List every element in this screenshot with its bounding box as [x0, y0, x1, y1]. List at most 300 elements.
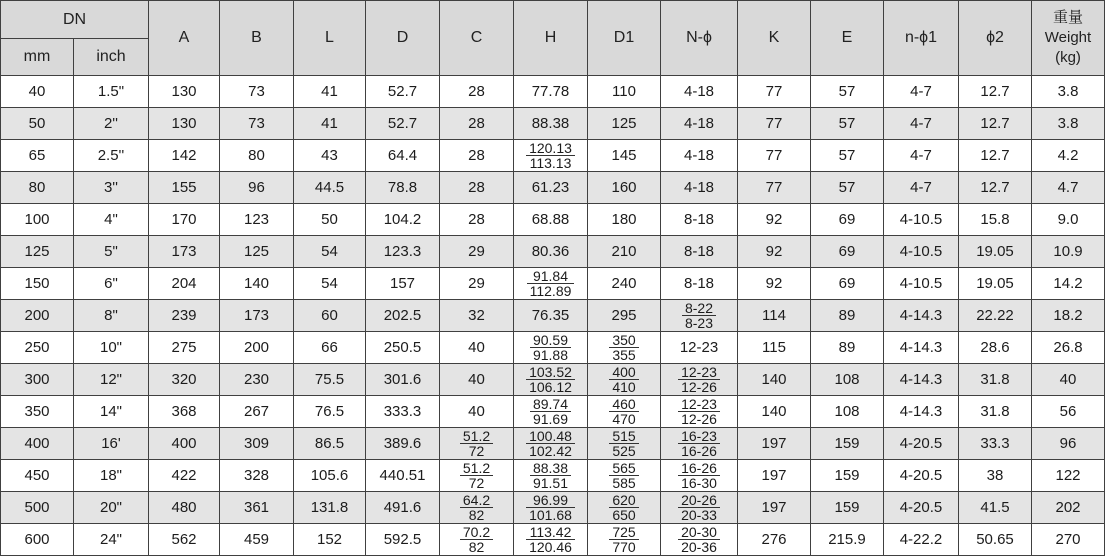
cell-d1 — [588, 524, 660, 555]
cell-d: 52.7 — [366, 76, 439, 107]
cell-l: 60 — [294, 300, 365, 331]
cell-l: 44.5 — [294, 172, 365, 203]
cell-e: 57 — [811, 140, 883, 171]
cell-a: 130 — [149, 76, 219, 107]
cell-b: 230 — [220, 364, 293, 395]
stacked-value-lower: 82 — [468, 507, 485, 523]
cell-h — [514, 332, 587, 363]
cell-c: 40 — [440, 332, 513, 363]
header-weight-chinese: 重量 — [1052, 9, 1083, 26]
cell-d: 64.4 — [366, 140, 439, 171]
stacked-value-upper: 70.2 — [460, 525, 493, 540]
cell-mm: 150 — [1, 268, 73, 299]
header-a: A — [149, 1, 219, 75]
cell-a: 204 — [149, 268, 219, 299]
cell-b: 361 — [220, 492, 293, 523]
stacked-value-lower: 91.69 — [532, 411, 569, 427]
cell-e: 159 — [811, 492, 883, 523]
stacked-value — [609, 525, 638, 554]
cell-b: 73 — [220, 76, 293, 107]
cell-c — [440, 460, 513, 491]
cell-n-phi1: 4-14.3 — [884, 300, 958, 331]
stacked-value-upper: 460 — [609, 397, 638, 412]
stacked-value-lower: 106.12 — [529, 379, 572, 395]
cell-phi2: 19.05 — [959, 236, 1031, 267]
cell-weight: 26.8 — [1032, 332, 1104, 363]
stacked-value — [609, 365, 638, 394]
cell-l: 50 — [294, 204, 365, 235]
header-l: L — [294, 1, 365, 75]
cell-e: 89 — [811, 332, 883, 363]
cell-mm: 80 — [1, 172, 73, 203]
cell-a: 155 — [149, 172, 219, 203]
stacked-value — [527, 269, 575, 298]
cell-n-phi1: 4-20.5 — [884, 428, 958, 459]
stacked-value — [682, 301, 716, 330]
cell-weight: 40 — [1032, 364, 1104, 395]
stacked-value — [678, 461, 720, 490]
cell-d: 104.2 — [366, 204, 439, 235]
cell-b: 309 — [220, 428, 293, 459]
cell-n-phi1: 4-22.2 — [884, 524, 958, 555]
cell-mm: 350 — [1, 396, 73, 427]
stacked-value — [526, 141, 575, 170]
cell-h — [514, 396, 587, 427]
stacked-value-upper: 91.84 — [527, 269, 575, 284]
cell-inch: 4" — [74, 204, 148, 235]
cell-mm: 600 — [1, 524, 73, 555]
stacked-value-upper: 16-23 — [678, 429, 720, 444]
stacked-value — [526, 525, 575, 554]
header-weight — [1032, 1, 1104, 75]
cell-d: 333.3 — [366, 396, 439, 427]
cell-b: 173 — [220, 300, 293, 331]
cell-e: 89 — [811, 300, 883, 331]
stacked-value-upper: 120.13 — [526, 141, 575, 156]
cell-d: 440.51 — [366, 460, 439, 491]
cell-mm: 50 — [1, 108, 73, 139]
cell-e: 57 — [811, 108, 883, 139]
stacked-value-upper: 8-22 — [682, 301, 716, 316]
header-c: C — [440, 1, 513, 75]
cell-d: 592.5 — [366, 524, 439, 555]
stacked-value-lower: 72 — [468, 475, 485, 491]
cell-l: 43 — [294, 140, 365, 171]
cell-n-phi1: 4-7 — [884, 140, 958, 171]
stacked-value-upper: 400 — [609, 365, 638, 380]
stacked-value-upper: 515 — [609, 429, 638, 444]
cell-d1: 145 — [588, 140, 660, 171]
cell-a: 239 — [149, 300, 219, 331]
cell-phi2: 15.8 — [959, 204, 1031, 235]
cell-k: 92 — [738, 204, 810, 235]
cell-e: 159 — [811, 460, 883, 491]
cell-n-phi1: 4-10.5 — [884, 236, 958, 267]
cell-l: 105.6 — [294, 460, 365, 491]
cell-n-phi — [661, 364, 737, 395]
cell-h — [514, 524, 587, 555]
cell-n-phi — [661, 492, 737, 523]
cell-k: 77 — [738, 172, 810, 203]
cell-phi2: 12.7 — [959, 172, 1031, 203]
stacked-value-lower: 72 — [468, 443, 485, 459]
stacked-value-upper: 103.52 — [526, 365, 575, 380]
cell-d: 250.5 — [366, 332, 439, 363]
header-k: K — [738, 1, 810, 75]
stacked-value-lower: 8-23 — [684, 315, 714, 331]
cell-phi2: 33.3 — [959, 428, 1031, 459]
cell-mm: 65 — [1, 140, 73, 171]
cell-n-phi1: 4-20.5 — [884, 492, 958, 523]
cell-e: 108 — [811, 364, 883, 395]
cell-inch: 10" — [74, 332, 148, 363]
cell-k: 77 — [738, 108, 810, 139]
stacked-value-upper: 113.42 — [526, 525, 575, 540]
cell-e: 57 — [811, 76, 883, 107]
header-d1: D1 — [588, 1, 660, 75]
cell-h: 61.23 — [514, 172, 587, 203]
cell-weight: 4.7 — [1032, 172, 1104, 203]
cell-n-phi: 4-18 — [661, 108, 737, 139]
cell-n-phi — [661, 428, 737, 459]
cell-l: 41 — [294, 108, 365, 139]
cell-d: 491.6 — [366, 492, 439, 523]
stacked-value — [678, 397, 720, 426]
cell-mm: 300 — [1, 364, 73, 395]
cell-d: 389.6 — [366, 428, 439, 459]
cell-b: 73 — [220, 108, 293, 139]
cell-inch: 24" — [74, 524, 148, 555]
cell-l: 152 — [294, 524, 365, 555]
stacked-value-lower: 113.13 — [529, 155, 572, 171]
stacked-value — [526, 365, 575, 394]
header-phi2: ϕ2 — [959, 1, 1031, 75]
cell-inch: 8" — [74, 300, 148, 331]
cell-d1: 240 — [588, 268, 660, 299]
cell-a: 275 — [149, 332, 219, 363]
cell-phi2: 38 — [959, 460, 1031, 491]
cell-c: 29 — [440, 236, 513, 267]
cell-phi2: 19.05 — [959, 268, 1031, 299]
stacked-value — [530, 461, 571, 490]
cell-d1: 125 — [588, 108, 660, 139]
cell-a: 170 — [149, 204, 219, 235]
stacked-value-lower: 525 — [612, 443, 636, 459]
stacked-value-lower: 20-36 — [681, 539, 717, 555]
cell-h — [514, 492, 587, 523]
cell-n-phi: 4-18 — [661, 76, 737, 107]
cell-c: 28 — [440, 172, 513, 203]
cell-d1 — [588, 428, 660, 459]
cell-weight: 14.2 — [1032, 268, 1104, 299]
cell-e: 215.9 — [811, 524, 883, 555]
cell-phi2: 12.7 — [959, 108, 1031, 139]
stacked-value-upper: 20-26 — [678, 493, 720, 508]
cell-n-phi — [661, 524, 737, 555]
cell-mm: 40 — [1, 76, 73, 107]
stacked-value-lower: 102.42 — [529, 443, 572, 459]
cell-h — [514, 268, 587, 299]
cell-phi2: 28.6 — [959, 332, 1031, 363]
cell-d1: 160 — [588, 172, 660, 203]
cell-a: 480 — [149, 492, 219, 523]
cell-n-phi: 8-18 — [661, 268, 737, 299]
header-weight-label: Weight — [1044, 29, 1092, 46]
cell-weight: 270 — [1032, 524, 1104, 555]
cell-c: 28 — [440, 108, 513, 139]
cell-c: 29 — [440, 268, 513, 299]
cell-h — [514, 140, 587, 171]
cell-k: 115 — [738, 332, 810, 363]
stacked-value-lower: 16-30 — [681, 475, 717, 491]
cell-k: 197 — [738, 460, 810, 491]
cell-n-phi1: 4-14.3 — [884, 332, 958, 363]
cell-n-phi1: 4-7 — [884, 172, 958, 203]
stacked-value — [609, 429, 638, 458]
cell-phi2: 50.65 — [959, 524, 1031, 555]
cell-d1: 180 — [588, 204, 660, 235]
header-d: D — [366, 1, 439, 75]
cell-b: 125 — [220, 236, 293, 267]
stacked-value-upper: 64.2 — [460, 493, 493, 508]
cell-e: 159 — [811, 428, 883, 459]
header-e: E — [811, 1, 883, 75]
cell-d1 — [588, 364, 660, 395]
cell-b: 267 — [220, 396, 293, 427]
cell-phi2: 22.22 — [959, 300, 1031, 331]
cell-b: 140 — [220, 268, 293, 299]
cell-n-phi1: 4-7 — [884, 76, 958, 107]
cell-inch: 2.5'' — [74, 140, 148, 171]
cell-h: 77.78 — [514, 76, 587, 107]
cell-h — [514, 364, 587, 395]
stacked-value-lower: 20-33 — [681, 507, 717, 523]
stacked-value — [460, 493, 493, 522]
cell-c — [440, 492, 513, 523]
cell-n-phi — [661, 460, 737, 491]
cell-phi2: 12.7 — [959, 76, 1031, 107]
stacked-value — [460, 461, 493, 490]
cell-d: 78.8 — [366, 172, 439, 203]
cell-mm: 400 — [1, 428, 73, 459]
cell-e: 108 — [811, 396, 883, 427]
stacked-value-upper: 725 — [609, 525, 638, 540]
stacked-value-upper: 12-23 — [678, 365, 720, 380]
cell-k: 140 — [738, 364, 810, 395]
stacked-value-upper: 96.99 — [526, 493, 575, 508]
cell-phi2: 41.5 — [959, 492, 1031, 523]
cell-inch: 1.5" — [74, 76, 148, 107]
cell-k: 77 — [738, 76, 810, 107]
cell-mm: 125 — [1, 236, 73, 267]
cell-weight: 4.2 — [1032, 140, 1104, 171]
stacked-value-upper: 89.74 — [530, 397, 571, 412]
stacked-value-lower: 650 — [612, 507, 636, 523]
cell-weight: 10.9 — [1032, 236, 1104, 267]
cell-c — [440, 524, 513, 555]
cell-k: 197 — [738, 428, 810, 459]
cell-n-phi1: 4-10.5 — [884, 268, 958, 299]
stacked-value-lower: 101.68 — [529, 507, 572, 523]
stacked-value — [460, 525, 493, 554]
cell-a: 130 — [149, 108, 219, 139]
cell-h: 80.36 — [514, 236, 587, 267]
stacked-value-lower: 470 — [612, 411, 636, 427]
cell-b: 96 — [220, 172, 293, 203]
cell-n-phi: 8-18 — [661, 236, 737, 267]
cell-l: 41 — [294, 76, 365, 107]
cell-inch: 2'' — [74, 108, 148, 139]
header-inch: inch — [74, 39, 148, 75]
cell-inch: 18" — [74, 460, 148, 491]
stacked-value-lower: 16-26 — [681, 443, 717, 459]
header-dn: DN — [1, 1, 148, 38]
cell-b: 200 — [220, 332, 293, 363]
stacked-value — [678, 525, 720, 554]
cell-a: 173 — [149, 236, 219, 267]
cell-c: 28 — [440, 204, 513, 235]
cell-inch: 16' — [74, 428, 148, 459]
cell-a: 142 — [149, 140, 219, 171]
stacked-value-lower: 91.51 — [532, 475, 569, 491]
stacked-value-upper: 16-26 — [678, 461, 720, 476]
cell-l: 75.5 — [294, 364, 365, 395]
cell-h: 68.88 — [514, 204, 587, 235]
cell-k: 276 — [738, 524, 810, 555]
cell-n-phi: 12-23 — [661, 332, 737, 363]
cell-l: 76.5 — [294, 396, 365, 427]
cell-c: 40 — [440, 396, 513, 427]
cell-e: 69 — [811, 236, 883, 267]
cell-k: 114 — [738, 300, 810, 331]
stacked-value — [530, 397, 571, 426]
cell-inch: 12" — [74, 364, 148, 395]
cell-k: 92 — [738, 236, 810, 267]
stacked-value — [526, 493, 575, 522]
stacked-value-lower: 12-26 — [681, 411, 717, 427]
cell-weight: 56 — [1032, 396, 1104, 427]
cell-n-phi1: 4-20.5 — [884, 460, 958, 491]
cell-d1: 110 — [588, 76, 660, 107]
cell-k: 197 — [738, 492, 810, 523]
cell-inch: 20" — [74, 492, 148, 523]
cell-d1: 295 — [588, 300, 660, 331]
cell-h — [514, 460, 587, 491]
cell-k: 140 — [738, 396, 810, 427]
cell-weight: 18.2 — [1032, 300, 1104, 331]
cell-c: 28 — [440, 76, 513, 107]
cell-d: 52.7 — [366, 108, 439, 139]
cell-weight: 122 — [1032, 460, 1104, 491]
stacked-value-lower: 120.46 — [529, 539, 572, 555]
cell-inch: 5" — [74, 236, 148, 267]
header-mm: mm — [1, 39, 73, 75]
cell-k: 77 — [738, 140, 810, 171]
cell-phi2: 31.8 — [959, 364, 1031, 395]
cell-d1 — [588, 460, 660, 491]
cell-mm: 500 — [1, 492, 73, 523]
cell-h: 76.35 — [514, 300, 587, 331]
header-n-phi1: n-ϕ1 — [884, 1, 958, 75]
cell-d: 157 — [366, 268, 439, 299]
cell-n-phi — [661, 300, 737, 331]
stacked-value-upper: 350 — [609, 333, 638, 348]
cell-inch: 6" — [74, 268, 148, 299]
cell-c — [440, 428, 513, 459]
stacked-value-upper: 565 — [609, 461, 638, 476]
cell-b: 80 — [220, 140, 293, 171]
stacked-value — [609, 333, 638, 362]
cell-d1 — [588, 396, 660, 427]
stacked-value-lower: 112.89 — [529, 283, 572, 299]
cell-weight: 3.8 — [1032, 108, 1104, 139]
cell-l: 66 — [294, 332, 365, 363]
cell-e: 69 — [811, 204, 883, 235]
cell-l: 54 — [294, 268, 365, 299]
cell-n-phi: 4-18 — [661, 140, 737, 171]
cell-l: 86.5 — [294, 428, 365, 459]
cell-inch: 14" — [74, 396, 148, 427]
cell-n-phi — [661, 396, 737, 427]
cell-weight: 9.0 — [1032, 204, 1104, 235]
cell-weight: 202 — [1032, 492, 1104, 523]
stacked-value-lower: 91.88 — [532, 347, 569, 363]
stacked-value — [609, 461, 638, 490]
cell-n-phi1: 4-14.3 — [884, 364, 958, 395]
cell-l: 54 — [294, 236, 365, 267]
stacked-value — [609, 397, 638, 426]
stacked-value-upper: 100.48 — [526, 429, 575, 444]
cell-inch: 3'' — [74, 172, 148, 203]
header-b: B — [220, 1, 293, 75]
cell-h — [514, 428, 587, 459]
cell-mm: 450 — [1, 460, 73, 491]
stacked-value — [526, 429, 575, 458]
cell-b: 328 — [220, 460, 293, 491]
cell-a: 320 — [149, 364, 219, 395]
stacked-value-lower: 585 — [612, 475, 636, 491]
cell-e: 69 — [811, 268, 883, 299]
cell-mm: 200 — [1, 300, 73, 331]
cell-d1 — [588, 492, 660, 523]
cell-d: 123.3 — [366, 236, 439, 267]
cell-e: 57 — [811, 172, 883, 203]
cell-n-phi: 4-18 — [661, 172, 737, 203]
stacked-value — [678, 365, 720, 394]
cell-a: 422 — [149, 460, 219, 491]
stacked-value-upper: 90.59 — [530, 333, 571, 348]
stacked-value-upper: 51.2 — [460, 429, 493, 444]
cell-d1: 210 — [588, 236, 660, 267]
cell-b: 459 — [220, 524, 293, 555]
cell-phi2: 12.7 — [959, 140, 1031, 171]
cell-c: 40 — [440, 364, 513, 395]
stacked-value-lower: 770 — [612, 539, 636, 555]
cell-l: 131.8 — [294, 492, 365, 523]
cell-c: 32 — [440, 300, 513, 331]
stacked-value-lower: 410 — [612, 379, 636, 395]
cell-c: 28 — [440, 140, 513, 171]
cell-b: 123 — [220, 204, 293, 235]
cell-weight: 96 — [1032, 428, 1104, 459]
stacked-value-upper: 12-23 — [678, 397, 720, 412]
cell-mm: 100 — [1, 204, 73, 235]
stacked-value-lower: 355 — [612, 347, 636, 363]
stacked-value-lower: 82 — [468, 539, 485, 555]
stacked-value — [678, 429, 720, 458]
cell-weight: 3.8 — [1032, 76, 1104, 107]
header-n-phi: N-ϕ — [661, 1, 737, 75]
